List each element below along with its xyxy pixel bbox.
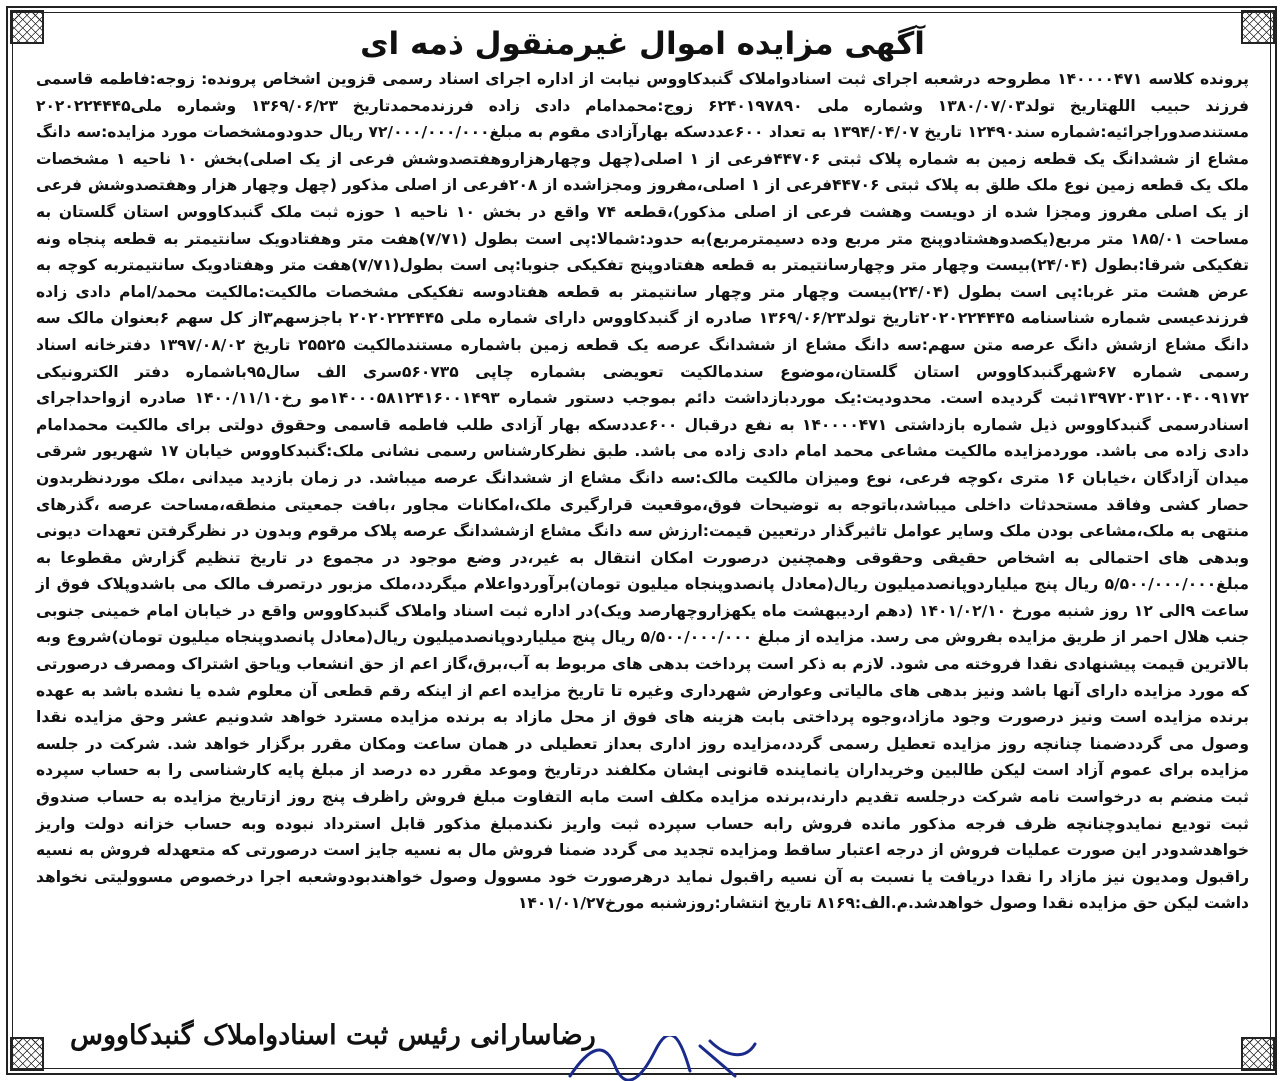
notice-title: آگهی مزایده اموال غیرمنقول ذمه ای	[360, 26, 925, 62]
notice-body: پرونده کلاسه ۱۴۰۰۰۰۴۷۱ مطروحه درشعبه اجرای ثبت اسنادواملاک گنبدکاووس نیابت از اداره اجرای اسناد رسمی قزوین اشخاص پرونده: زوجه:فاطمه قاسمی فرزند حبیب اللهتاریخ تولد۱۳۸۰/۰۷/۰۳ وشماره ملی ۶۲۴۰۱۹۷۸۹۰ زوج:محمدامام دادی زاده فرزندمحمدتاریخ ۱۳۶۹/۰۶/۲۳ وشماره ملی۲۰۲۰۲۲۴۴۴۵ مستندصدوراجرائیه:شماره سند۱۲۴۹۰ تاریخ ۱۳۹۴/۰۴/۰۷ به تعداد ۶۰۰عددسکه بهارآزادی مقوم به مبلغ۷۲/۰۰۰/۰۰۰/۰۰۰ ریال حدودومشخصات مورد مزایده:سه دانگ مشاع از ششدانگ یک قطعه زمین به شماره پلاک ثبتی ۴۴۷۰۶فرعی از ۱ اصلی(چهل وچهارهزاروهفتصدوشش فرعی از یک اصلی)بخش ۱۰ ناحیه ۱ مشخصات ملک یک قطعه زمین نوع ملک طلق به پلاک ثبتی ۴۴۷۰۶فرعی از ۱ اصلی،مفروز ومجزاشده از ۲۰۸فرعی از اصلی مذکور (چهل وچهار هزار وهفتصدوشش فرعی از یک اصلی مفروز ومجزا شده از دویست وهشت فرعی از اصلی مذکور)،قطعه ۷۴ واقع در بخش ۱۰ ناحیه ۱ حوزه ثبت ملک گنبدکاووس استان گلستان به مساحت ۱۸۵/۰۱ متر مربع(یکصدوهشتادوپنج متر مربع وده دسیمترمربع)به حدود:شمالا:پی است بطول (۷/۷۱)هفت متر وهفتادویک سانتیمتر به قطعه پنجاه ونه تفکیکی شرقا:بطول (۲۴/۰۴)بیست وچهار متر وچهارسانتیمتر به قطعه هفتادوپنج تفکیکی جنوبا:پی است بطول(۷/۷۱)هفت متر وهفتادویک سانتیمتربه کوچه به عرض هشت متر غربا:پی است بطول (۲۴/۰۴)بیست وچهار متر وچهار سانتیمتر به قطعه هفتادوسه تفکیکی مشخصات مالکیت:مالکیت محمد/امام دادی زاده فرزندعیسی شماره شناسنامه ۲۰۲۰۲۲۴۴۴۵تاریخ تولد۱۳۶۹/۰۶/۲۳ صادره از گنبدکاووس دارای شماره ملی ۲۰۲۰۲۲۴۴۴۵ باجزسهم۳از کل سهم ۶بعنوان مالک سه دانگ مشاع ازشش دانگ عرصه متن سهم:سه دانگ مشاع از ششدانگ عرصه یک قطعه زمین باشماره مستندمالکیت ۲۵۵۲۵ تاریخ ۱۳۹۷/۰۸/۰۲ دفترخانه اسناد رسمی شماره ۶۷شهرگنبدکاووس استان گلستان،موضوع سندمالکیت تعویضی بشماره چاپی ۵۶۰۷۳۵سری الف سال۹۵باشماره دفتر الکترونیکی ۱۳۹۷۲۰۳۱۲۰۰۴۰۰۹۱۷۲ثبت گردیده است. محدودیت:یک موردبازداشت دائم بموجب دستور شماره ۱۴۰۰۰۵۸۱۲۴۱۶۰۰۱۴۹۳مو رخ۱۴۰۰/۱۱/۱۰ صادره ازواحداجرای اسنادرسمی گنبدکاووس ذیل شماره بازداشتی ۱۴۰۰۰۰۴۷۱ به نفع درقبال ۶۰۰عددسکه بهار آزادی طلب فاطمه قاسمی وحقوق دولتی برای مالکیت محمدامام دادی زاده می باشد. موردمزایده مالکیت مشاعی محمد امام دادی زاده می باشد. طبق نظرکارشناس رسمی نشانی ملک:گنبدکاووس خیابان ۱۷ شهریور شرقی میدان آزادگان ،خیابان ۱۶ متری ،کوچه فرعی، نوع ومیزان مالکیت مالک:سه دانگ مشاع از ششدانگ عرصه میباشد. در زمان بازدید میدانی ،ملک موردنظربدون حصار کشی وفاقد مستحدثات داخلی میباشد،باتوجه به توضیحات فوق،موقعیت قرارگیری ملک،امکانات مجاور ،بافت جمعیتی منطقه،مساحت عرصه ،گذرهای منتهی به ملک،مشاعی بودن ملک وسایر عوامل تاثیرگذار درتعیین قیمت:ارزش سه دانگ مشاع ازششدانگ عرصه پلاک مرقوم وبدون در نظرگرفتن تعهدات دیونی وبدهی های احتمالی به اشخاص حقیقی وحقوقی وهمچنین درصورت امکان انتقال به غیر،در وضع موجود در مجموع در تاریخ تنظیم گزارش مقطوعا به مبلغ۵/۵۰۰/۰۰۰/۰۰۰ ریال پنج میلیاردوپانصدمیلیون ریال(معادل پانصدوپنجاه میلیون تومان)برآوردواعلام میگردد،ملک مزبور درتصرف مالک می باشدوپلاک فوق از ساعت ۹الی ۱۲ روز شنبه مورخ ۱۴۰۱/۰۲/۱۰ (دهم اردیبهشت ماه یکهزاروچهارصد ویک)در اداره ثبت اسناد واملاک گنبدکاووس واقع در خیابان امام خمینی جنوبی جنب هلال احمر از طریق مزایده بفروش می رسد. مزایده از مبلغ ۵/۵۰۰/۰۰۰/۰۰۰ ریال پنج میلیاردوپانصدمیلیون ریال(معادل پانصدوپنجاه میلیون تومان)شروع وبه بالاترین قیمت پیشنهادی نقدا فروخته می شود. لازم به ذکر است پرداخت بدهی های مربوط به آب،برق،گاز اعم از حق انشعاب ویاحق اشتراک ومصرف درصورتی که مورد مزایده دارای آنها باشد ونیز بدهی های مالیاتی وعوارض شهرداری وغیره تا تاریخ مزایده اعم از اینکه رقم قطعی آن معلوم شده یا نشده باشد به عهده برنده مزایده است ونیز درصورت وجود مازاد،وجوه پرداختی بابت هزینه های فوق از محل مازاد به برنده مزایده مسترد خواهد شدونیم عشر وحق مزایده نقدا وصول می گرددضمنا چنانچه روز مزایده تعطیل رسمی گردد،مزایده روز اداری بعداز تعطیلی در همان ساعت ومکان مقرر برگزار خواهد شد. شرکت در جلسه مزایده برای عموم آزاد است لیکن طالبین وخریداران یانماینده قانونی ایشان مکلفند درتاریخ وموعد مقرر ده درصد از مبلغ پایه کارشناسی را به حساب سپرده ثبت منضم به درخواست نامه شرکت درجلسه تقدیم دارند،برنده مزایده مکلف است مابه التفاوت مبلغ فروش راظرف پنج روز ازتاریخ مزایده به حساب صندوق ثبت تودیع نمایدوچنانچه ظرف فرجه مذکور مانده فروش رابه حساب سپرده ثبت واریز نکندمبلغ مذکور قابل استرداد نبوده وبه حساب خزانه دولت واریز خواهدشدودر این صورت عملیات فروش از درجه اعتبار ساقط ومزایده تجدید می گردد ضمنا فروش مال به نسیه جایز است درصورتی که متعهدله فروش به نسیه راقبول ومدیون نیز مازاد را نقدا دریافت یا نسبت به آن نسیه راقبول نماید درهرصورت خود مسوول وصول خواهندبودوشعبه اجرا درخصوص مسوولیتی نخواهد داشت لیکن حق مزایده نقدا وصول خواهدشد.م.الف:۸۱۶۹ تاریخ انتشار:روزشنبه مورخ۱۴۰۱/۰۱/۲۷	[36, 70, 1250, 913]
corner-ornament-bottom-right	[1241, 1037, 1275, 1071]
handwritten-signature	[560, 1036, 760, 1081]
signature-line: رضاسارانی رئیس ثبت اسنادواملاک گنبدکاووس	[70, 1020, 596, 1051]
corner-ornament-bottom-left	[10, 1037, 44, 1071]
